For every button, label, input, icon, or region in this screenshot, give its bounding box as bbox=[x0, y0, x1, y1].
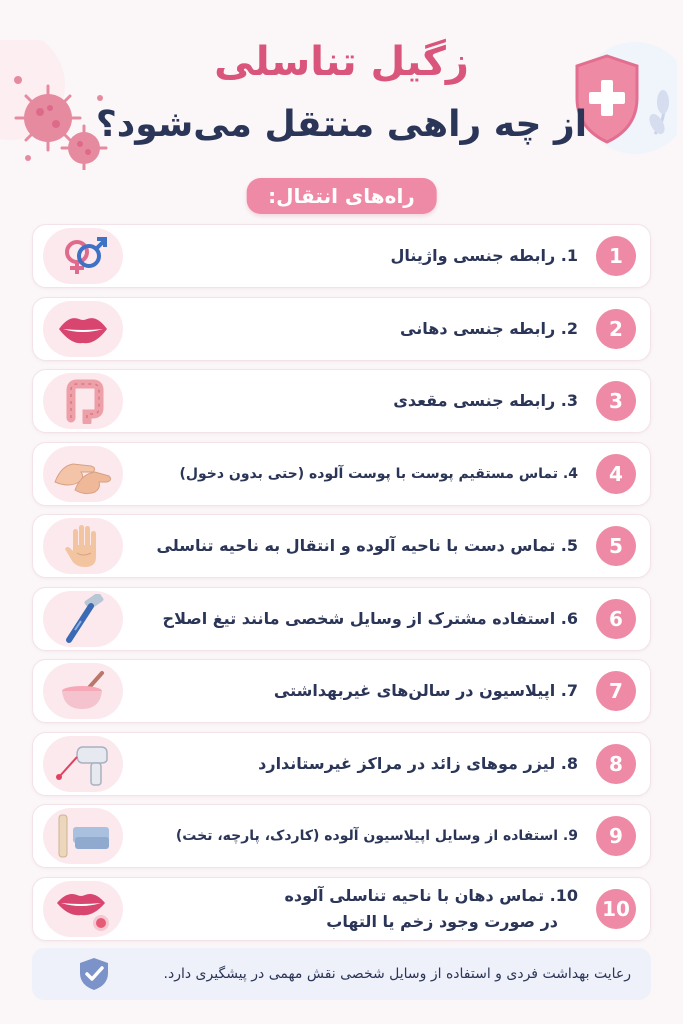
hands-touch-icon bbox=[43, 446, 123, 502]
item-number: 1 bbox=[596, 236, 636, 276]
transmission-list bbox=[32, 224, 651, 949]
item-number: 9 bbox=[596, 816, 636, 856]
lips-lesion-icon bbox=[43, 881, 123, 937]
list-item bbox=[32, 297, 651, 361]
item-text: 5. تماس دست با ناحیه آلوده و انتقال به ناحیه تناسلی bbox=[156, 536, 578, 555]
item-number: 4 bbox=[596, 454, 636, 494]
intestine-icon bbox=[43, 373, 123, 429]
gender-symbols-icon bbox=[43, 228, 123, 284]
list-item bbox=[32, 587, 651, 651]
item-number: 2 bbox=[596, 309, 636, 349]
list-item bbox=[32, 877, 651, 941]
item-number: 8 bbox=[596, 744, 636, 784]
item-text-line2: در صورت وجود زخم یا التهاب bbox=[326, 911, 558, 931]
list-item bbox=[32, 442, 651, 506]
laser-device-icon bbox=[43, 736, 123, 792]
footer-text: رعایت بهداشت فردی و استفاده از وسایل شخصی نقش مهمی در پیشگیری دارد. bbox=[163, 966, 631, 982]
list-item bbox=[32, 514, 651, 578]
item-number: 7 bbox=[596, 671, 636, 711]
hand-icon bbox=[43, 518, 123, 574]
footer-note bbox=[32, 948, 651, 1000]
list-item bbox=[32, 732, 651, 796]
item-number: 6 bbox=[596, 599, 636, 639]
list-item bbox=[32, 224, 651, 288]
item-text: 1. رابطه جنسی واژینال bbox=[390, 246, 578, 265]
item-text-line1: 10. تماس دهان با ناحیه تناسلی آلوده bbox=[284, 885, 578, 905]
razor-icon bbox=[43, 591, 123, 647]
item-text: 4. تماس مستقیم پوست با پوست آلوده (حتی بدون دخول) bbox=[179, 465, 578, 482]
item-number: 10 bbox=[596, 889, 636, 929]
item-number: 5 bbox=[596, 526, 636, 566]
shield-check-icon bbox=[76, 956, 112, 992]
list-item bbox=[32, 659, 651, 723]
page-subtitle: از چه راهی منتقل می‌شود؟ bbox=[95, 104, 588, 145]
wax-bowl-icon bbox=[43, 663, 123, 719]
item-text bbox=[145, 883, 578, 935]
item-text: 8. لیزر موهای زائد در مراکز غیرستاندارد bbox=[258, 753, 578, 773]
item-text: 9. استفاده از وسایل اپیلاسیون آلوده (کاردک، پارچه، تخت) bbox=[175, 828, 578, 844]
lips-icon bbox=[43, 301, 123, 357]
section-label: راه‌های انتقال: bbox=[246, 178, 437, 214]
page-title: زگیل تناسلی bbox=[214, 39, 469, 85]
item-text: 2. رابطه جنسی دهانی bbox=[400, 318, 578, 338]
item-text: 6. استفاده مشترک از وسایل شخصی مانند تیغ اصلاح bbox=[162, 608, 578, 628]
list-item bbox=[32, 369, 651, 433]
list-item bbox=[32, 804, 651, 868]
item-text: 3. رابطه جنسی مقعدی bbox=[393, 391, 578, 410]
item-text: 7. اپیلاسیون در سالن‌های غیربهداشتی bbox=[273, 681, 578, 700]
item-number: 3 bbox=[596, 381, 636, 421]
spatula-cloth-icon bbox=[43, 808, 123, 864]
